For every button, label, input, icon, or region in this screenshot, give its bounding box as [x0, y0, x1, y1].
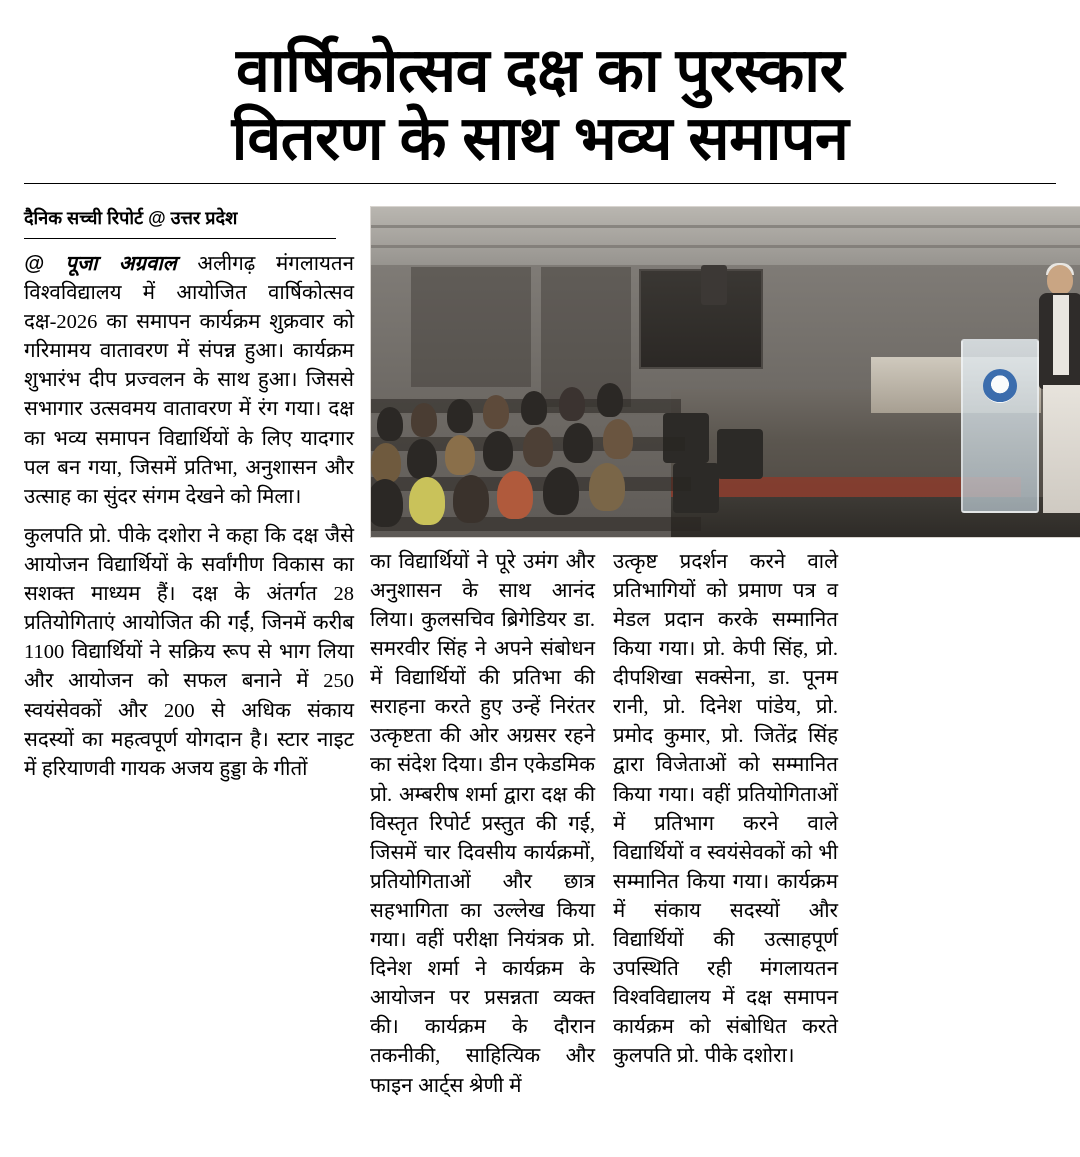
paragraph-col2: का विद्यार्थियों ने पूरे उमंग और अनुशासन के साथ आनंद लिया। कुलसचिव ब्रिगेडियर डा. समरवीर सिंह ने अपने संबोधन में विद्यार्थियों की प्रतिभा की सराहना करते हुए उन्हें निरंतर उत्कृष्टता की ओर अग्रसर रहने का संदेश दिया। डीन एकेडमिक प्रो. अम्बरीष शर्मा द्वारा दक्ष की विस्तृत रिपोर्ट प्रस्तुत की गई, जिसमें चार दिवसीय कार्यक्रमों, प्रतियोगिताओं और छात्र सहभागिता का उल्लेख किया गया। वहीं परीक्षा नियंत्रक प्रो. दिनेश शर्मा ने कार्यक्रम के आयोजन पर प्रसन्नता व्यक्त की। कार्यक्रम के दौरान तकनीकी, साहित्यिक और फाइन आर्ट्स श्रेणी में: [370, 550, 595, 1097]
paragraph-col1-2: कुलपति प्रो. पीके दशोरा ने कहा कि दक्ष जैसे आयोजन विद्यार्थियों के सर्वांगीण विकास का सशक्त माध्यम हैं। दक्ष के अंतर्गत 28 प्रतियोगिताएं आयोजित की गईं, जिनमें करीब 1100 विद्यार्थियों ने सक्रिय रूप से भाग लिया और आयोजन को सफल बनाने में 250 स्वयंसेवकों और 200 से अधिक संकाय सदस्यों का महत्वपूर्ण योगदान है। स्टार नाइट में हरियाणवी गायक अजय हुड्डा के गीतों: [24, 524, 354, 780]
auditorium-photo: [370, 206, 1080, 538]
page-title: [30, 36, 1050, 173]
byline-divider: [24, 238, 336, 239]
headline-line-2: वितरण के साथ भव्य समापन: [231, 104, 849, 173]
column-one: [24, 206, 354, 794]
podium-emblem-icon: [983, 369, 1017, 403]
headline-divider: [24, 183, 1056, 184]
lower-columns: [370, 548, 1080, 1111]
photo-podium: [961, 339, 1039, 513]
column-two: [370, 548, 595, 1111]
article-body: [24, 206, 1056, 1097]
photo-loudspeaker: [701, 265, 727, 305]
article-photo-block: [370, 206, 1080, 536]
photo-audience: [371, 317, 691, 537]
column-three: [613, 548, 838, 1111]
paragraph-col3: उत्कृष्ट प्रदर्शन करने वाले प्रतिभागियों को प्रमाण पत्र व मेडल प्रदान करके सम्मानित किया गया। प्रो. केपी सिंह, प्रो. दीपशिखा सक्सेना, डा. पूनम रानी, प्रो. दिनेश पांडेय, प्रो. प्रमोद कुमार, प्रो. जितेंद्र सिंह द्वारा विजेताओं को सम्मानित किया गया। वहीं प्रतियोगिताओं में प्रतिभाग करने वाले विद्यार्थियों व स्वयंसेवकों को भी सम्मानित किया गया। कार्यक्रम में संकाय सदस्यों और विद्यार्थियों की उत्साहपूर्ण उपस्थिति रही मंगलायतन विश्वविद्यालय में दक्ष समापन कार्यक्रम को संबोधित करते कुलपति प्रो. पीके दशोरा।: [613, 550, 838, 1068]
byline-source: दैनिक सच्ची रिपोर्ट @ उत्तर प्रदेश: [24, 207, 238, 228]
paragraph-lead-text: अलीगढ़ मंगलायतन विश्वविद्यालय में आयोजित वार्षिकोत्सव दक्ष-2026 का समापन कार्यक्रम शुक्रवार को गरिमामय वातावरण में संपन्न हुआ। कार्यक्रम शुभारंभ दीप प्रज्वलन के साथ हुआ। जिससे सभागार उत्सवमय वातावरण में रंग गया। दक्ष का भव्य समापन विद्यार्थियों के लिए यादगार पल बन गया, जिसमें प्रतिभा, अनुशासन और उत्साह का सुंदर संगम देखने को मिला।: [24, 252, 354, 508]
paragraph-lead: [24, 249, 354, 512]
photo-ceiling: [371, 207, 1080, 265]
headline-line-1: वार्षिकोत्सव दक्ष का पुरस्कार: [235, 36, 845, 104]
author-credit: @ पूजा अग्रवाल: [24, 251, 177, 275]
photo-speaker-person: [1035, 265, 1080, 515]
